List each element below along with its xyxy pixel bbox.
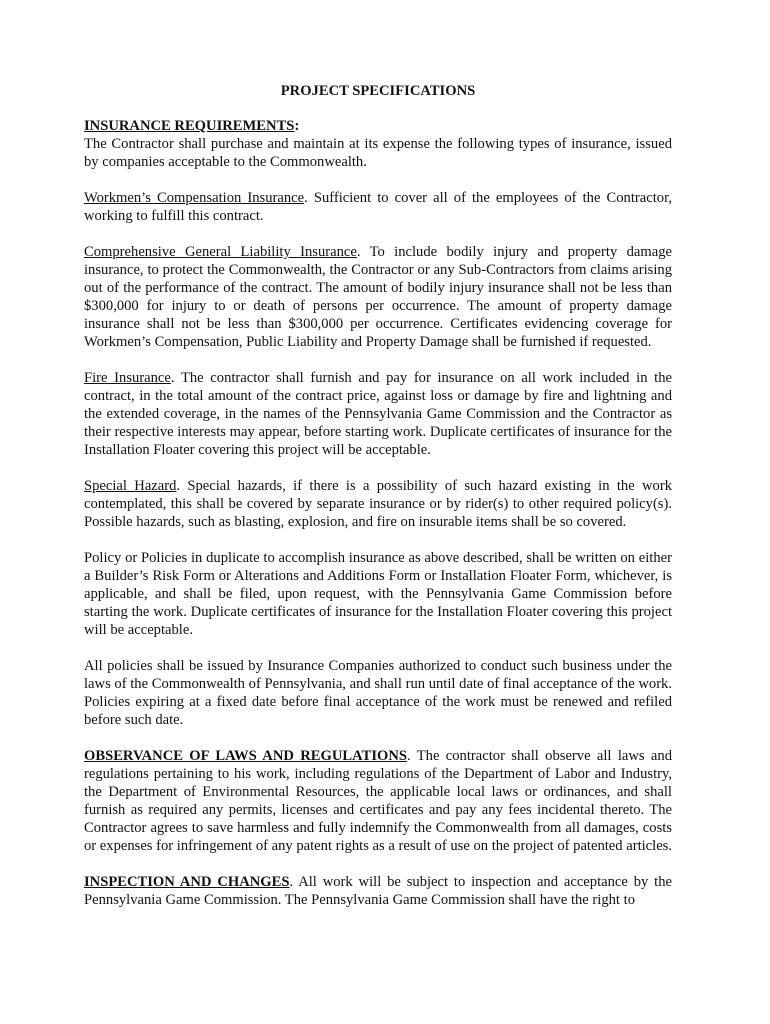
- insurance-requirements-section: [84, 117, 672, 171]
- policies-paragraph: Policy or Policies in duplicate to accomplish insurance as above described, shall be written on either a Builder’s Risk Form or Alterations and Additions Form or Installation Floater Form, whichever, is applicable, and shall be filed, upon request, with the Pennsylvania Game Commission before starting the work. Duplicate certificates of insurance for the Installation Floater covering this project will be acceptable.: [84, 550, 672, 638]
- special-hazard-text: . Special hazards, if there is a possibility of such hazard existing in the work contemplated, this shall be covered by separate insurance or by rider(s) to other required policy(s). Possible hazards, such as blasting, explosion, and fire on insurable items shall be so covered.: [84, 478, 672, 530]
- fire-insurance-paragraph: [84, 369, 672, 459]
- observance-of-laws-text: . The contractor shall observe all laws and regulations pertaining to his work, including regulations of the Department of Labor and Industry, the Department of Environmental Resources, the applicable local laws or ordinances, and shall furnish as required any permits, licenses and certificates and pay any fees incidental thereto. The Contractor agrees to save harmless and fully indemnify the Commonwealth from all damages, costs or expenses for infringement of any patent rights as a result of use on the project of patented articles.: [84, 748, 673, 854]
- observance-of-laws-heading: OBSERVANCE OF LAWS AND REGULATIONS: [84, 748, 408, 764]
- general-liability-paragraph: [84, 243, 672, 351]
- special-hazard-paragraph: [84, 477, 672, 531]
- document-page: [84, 82, 672, 927]
- inspection-and-changes-text: . All work will be subject to inspection and acceptance by the Pennsylvania Game Commission. The Pennsylvania Game Commission shall have the right to: [84, 874, 672, 908]
- insurance-companies-paragraph: All policies shall be issued by Insurance Companies authorized to conduct such business under the laws of the Commonwealth of Pennsylvania, and shall run until date of final acceptance of the work. Policies expiring at a fixed date before final acceptance of the work must be renewed and refiled before such date.: [84, 658, 672, 728]
- workmens-compensation-paragraph: [84, 189, 672, 225]
- workmens-compensation-text: . Sufficient to cover all of the employees of the Contractor, working to fulfill this contract.: [84, 190, 672, 224]
- fire-insurance-label: Fire Insurance: [84, 370, 171, 386]
- general-liability-text: . To include bodily injury and property damage insurance, to protect the Commonwealth, the Contractor or any Sub-Contractors from claims arising out of the performance of the contract. The amount of bodily injury insurance shall not be less than $300,000 for injury to or death of persons per occurrence. The amount of property damage insurance shall not be less than $300,000 per occurrence. Certificates evidencing coverage for Workmen’s Compensation, Public Liability and Property Damage shall be furnished if requested.: [84, 244, 672, 350]
- workmens-compensation-label: Workmen’s Compensation Insurance: [84, 190, 305, 206]
- insurance-intro-text: The Contractor shall purchase and maintain at its expense the following types of insurance, issued by companies acceptable to the Commonwealth.: [84, 136, 672, 170]
- document-title: PROJECT SPECIFICATIONS: [280, 83, 476, 99]
- inspection-and-changes-heading: INSPECTION AND CHANGES: [84, 874, 290, 890]
- inspection-and-changes-paragraph: [84, 873, 672, 909]
- fire-insurance-text: . The contractor shall furnish and pay for insurance on all work included in the contract, in the total amount of the contract price, against loss or damage by fire and lightning and the extended coverage, in the names of the Pennsylvania Game Commission and the Contractor as their respective interests may appear, before starting work. Duplicate certificates of insurance for the Installation Floater covering this project will be acceptable.: [84, 370, 672, 458]
- observance-of-laws-paragraph: [84, 747, 672, 855]
- general-liability-label: Comprehensive General Liability Insurance: [84, 244, 357, 260]
- special-hazard-label: Special Hazard: [84, 478, 177, 494]
- insurance-heading-colon: :: [294, 118, 300, 134]
- insurance-requirements-heading: INSURANCE REQUIREMENTS: [84, 118, 295, 134]
